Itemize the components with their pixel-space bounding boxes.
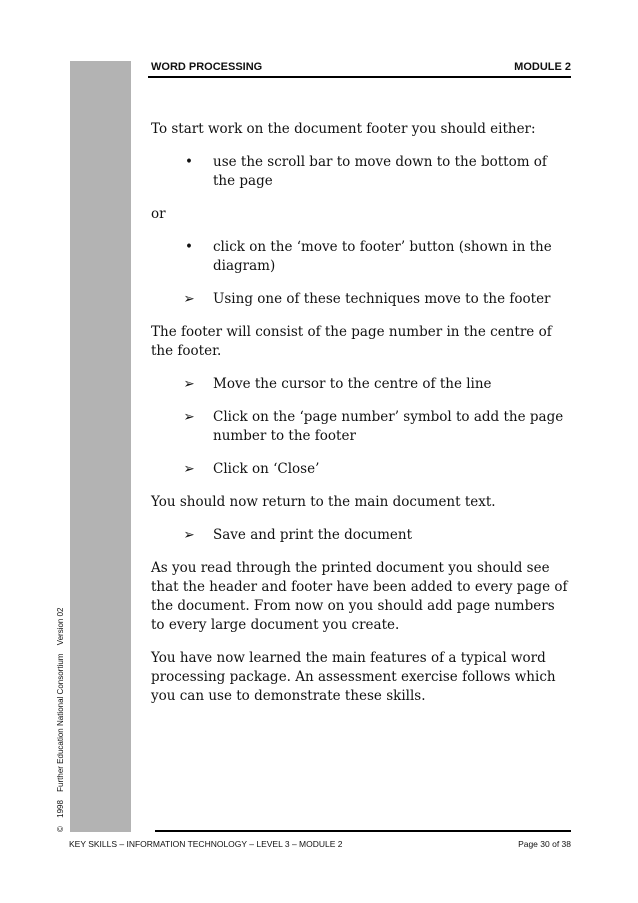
paragraph: or bbox=[151, 206, 166, 222]
copyright-org: Further Education National Consortium bbox=[56, 653, 65, 792]
footer-title: KEY SKILLS – INFORMATION TECHNOLOGY – LEVEL 3 – MODULE 2 bbox=[69, 839, 343, 849]
page-footer bbox=[69, 839, 571, 851]
bullet-item bbox=[151, 526, 571, 545]
bullet-item bbox=[151, 153, 571, 191]
copyright-notice bbox=[56, 601, 65, 832]
page-header bbox=[151, 61, 571, 75]
header-module: MODULE 2 bbox=[514, 61, 571, 73]
paragraph: You should now return to the main document text. bbox=[151, 494, 496, 510]
bullet-text: click on the ‘move to footer’ button (shown in the diagram) bbox=[213, 239, 552, 274]
paragraph: You have now learned the main features of a typical word processing package. An assessment exercise follows which you can use to demonstrate these skills. bbox=[151, 650, 556, 704]
bullet-text: Save and print the document bbox=[213, 527, 413, 543]
arrow-bullet-icon: ➢ bbox=[183, 376, 195, 392]
paragraph: To start work on the document footer you should either: bbox=[151, 121, 536, 137]
arrow-bullet-icon: ➢ bbox=[183, 409, 195, 425]
bullet-text: Using one of these techniques move to the footer bbox=[213, 291, 551, 307]
bullet-text: Move the cursor to the centre of the line bbox=[213, 376, 492, 392]
bullet-item bbox=[151, 460, 571, 479]
copyright-year: 1998 bbox=[56, 800, 65, 818]
bullet-text: use the scroll bar to move down to the bottom of the page bbox=[213, 154, 547, 189]
bullet-item bbox=[151, 290, 571, 309]
bullet-item bbox=[151, 408, 571, 446]
footer-rule bbox=[155, 830, 571, 832]
bullet-dot-icon: • bbox=[185, 154, 193, 170]
page-margin-bar bbox=[70, 61, 131, 832]
bullet-text: Click on ‘Close’ bbox=[213, 461, 320, 477]
page-number: Page 30 of 38 bbox=[518, 839, 571, 849]
document-version: Version 02 bbox=[56, 607, 65, 646]
header-rule bbox=[148, 76, 571, 78]
bullet-item bbox=[151, 238, 571, 276]
copyright-symbol: © bbox=[56, 826, 65, 832]
arrow-bullet-icon: ➢ bbox=[183, 527, 195, 543]
header-title: WORD PROCESSING bbox=[151, 61, 263, 73]
bullet-dot-icon: • bbox=[185, 239, 193, 255]
bullet-item bbox=[151, 375, 571, 394]
bullet-text: Click on the ‘page number’ symbol to add the page number to the footer bbox=[213, 409, 564, 444]
arrow-bullet-icon: ➢ bbox=[183, 461, 195, 477]
paragraph: The footer will consist of the page number in the centre of the footer. bbox=[151, 324, 552, 359]
arrow-bullet-icon: ➢ bbox=[183, 291, 195, 307]
document-body bbox=[151, 120, 571, 720]
paragraph: As you read through the printed document you should see that the header and footer have been added to every page of the document. From now on you should add page numbers to every large document you create. bbox=[151, 560, 568, 633]
